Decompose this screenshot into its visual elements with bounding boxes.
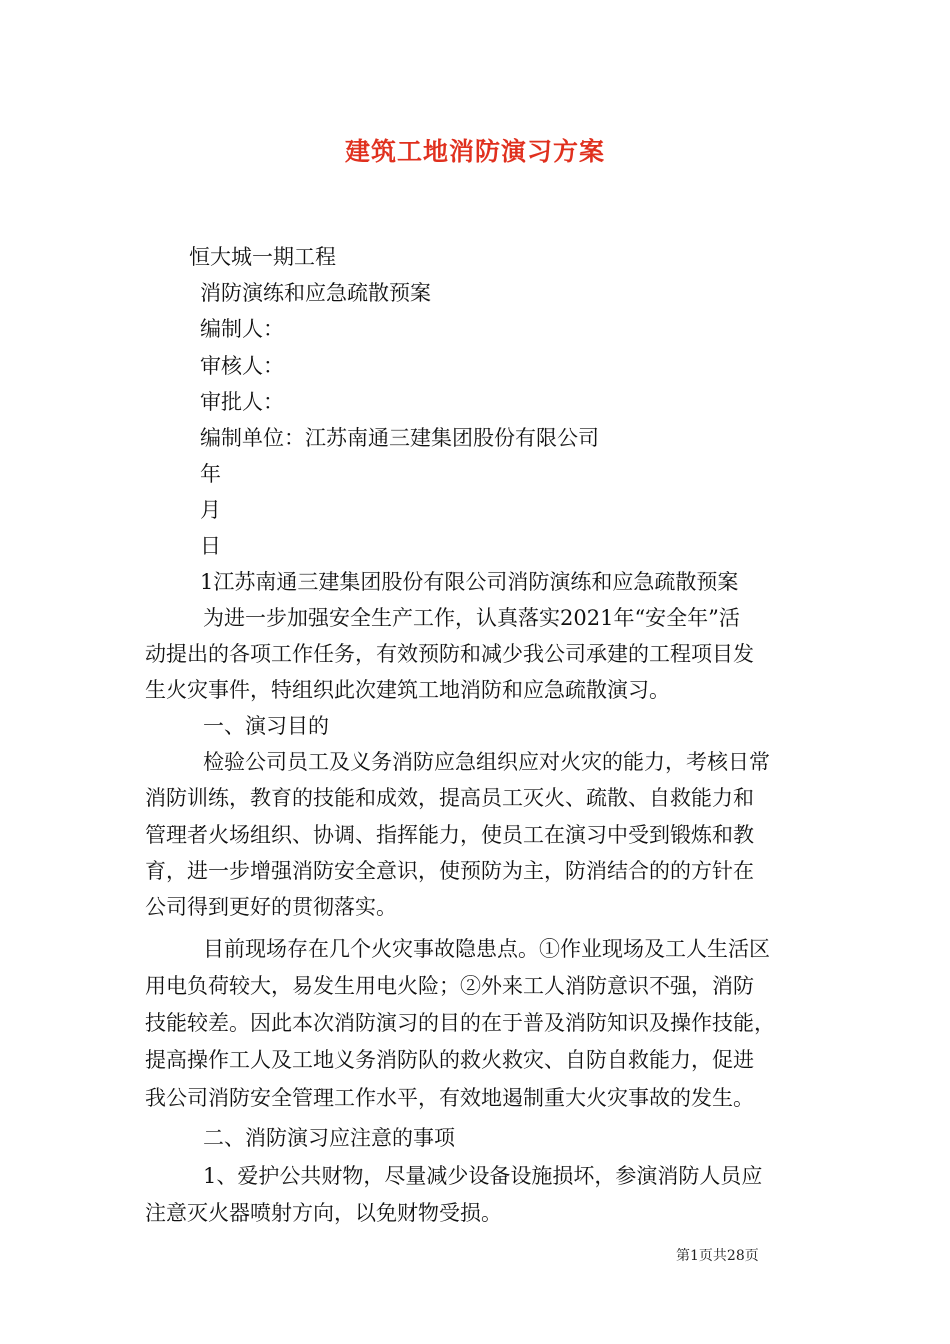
section2-item-line: 1、爱护公共财物，尽量减少设备设施损坏，参演消防人员应 (203, 1164, 763, 1188)
section1-para1-line: 育，进一步增强消防安全意识，使预防为主，防消结合的的方针在 (145, 859, 754, 883)
section2-item-line: 注意灭火器喷射方向，以免财物受损。 (145, 1201, 502, 1225)
section1-para2-line: 目前现场存在几个火灾事故隐患点。①作业现场及工人生活区 (203, 937, 770, 961)
section1-para1-line: 消防训练，教育的技能和成效，提高员工灭火、疏散、自救能力和 (145, 786, 754, 810)
section1-para1-line: 公司得到更好的贯彻落实。 (145, 895, 397, 919)
intro-line: 动提出的各项工作任务，有效预防和减少我公司承建的工程项目发 (145, 642, 754, 666)
section1-para2-line: 我公司消防安全管理工作水平，有效地遏制重大火灾事故的发生。 (145, 1086, 754, 1110)
cover-unit: 编制单位：江苏南通三建集团股份有限公司 (200, 426, 599, 450)
page-title: 建筑工地消防演习方案 (344, 137, 605, 166)
main-heading: 1江苏南通三建集团股份有限公司消防演练和应急疏散预案 (200, 570, 739, 594)
section1-heading: 一、演习目的 (203, 714, 329, 738)
section1-para2-line: 技能较差。因此本次消防演习的目的在于普及消防知识及操作技能， (145, 1011, 775, 1035)
cover-approver: 审批人： (200, 390, 284, 414)
page-number: 第1页共28页 (676, 1248, 759, 1264)
intro-line: 生火灾事件，特组织此次建筑工地消防和应急疏散演习。 (145, 678, 670, 702)
cover-project: 恒大城一期工程 (189, 245, 336, 269)
cover-year: 年 (200, 462, 221, 486)
intro-line: 为进一步加强安全生产工作，认真落实2021年“安全年”活 (203, 606, 740, 630)
section1-para1-line: 检验公司员工及义务消防应急组织应对火灾的能力，考核日常 (203, 750, 770, 774)
cover-day: 日 (200, 534, 221, 558)
section1-para1-line: 管理者火场组织、协调、指挥能力，使员工在演习中受到锻炼和教 (145, 823, 754, 847)
cover-reviewer: 审核人： (200, 354, 284, 378)
section1-para2-line: 提高操作工人及工地义务消防队的救火救灾、自防自救能力，促进 (145, 1048, 754, 1072)
cover-compiler: 编制人： (200, 317, 284, 341)
section1-para2-line: 用电负荷较大，易发生用电火险；②外来工人消防意识不强，消防 (145, 974, 754, 998)
section2-heading: 二、消防演习应注意的事项 (203, 1126, 455, 1150)
cover-month: 月 (200, 498, 221, 522)
cover-plan-name: 消防演练和应急疏散预案 (200, 281, 431, 305)
